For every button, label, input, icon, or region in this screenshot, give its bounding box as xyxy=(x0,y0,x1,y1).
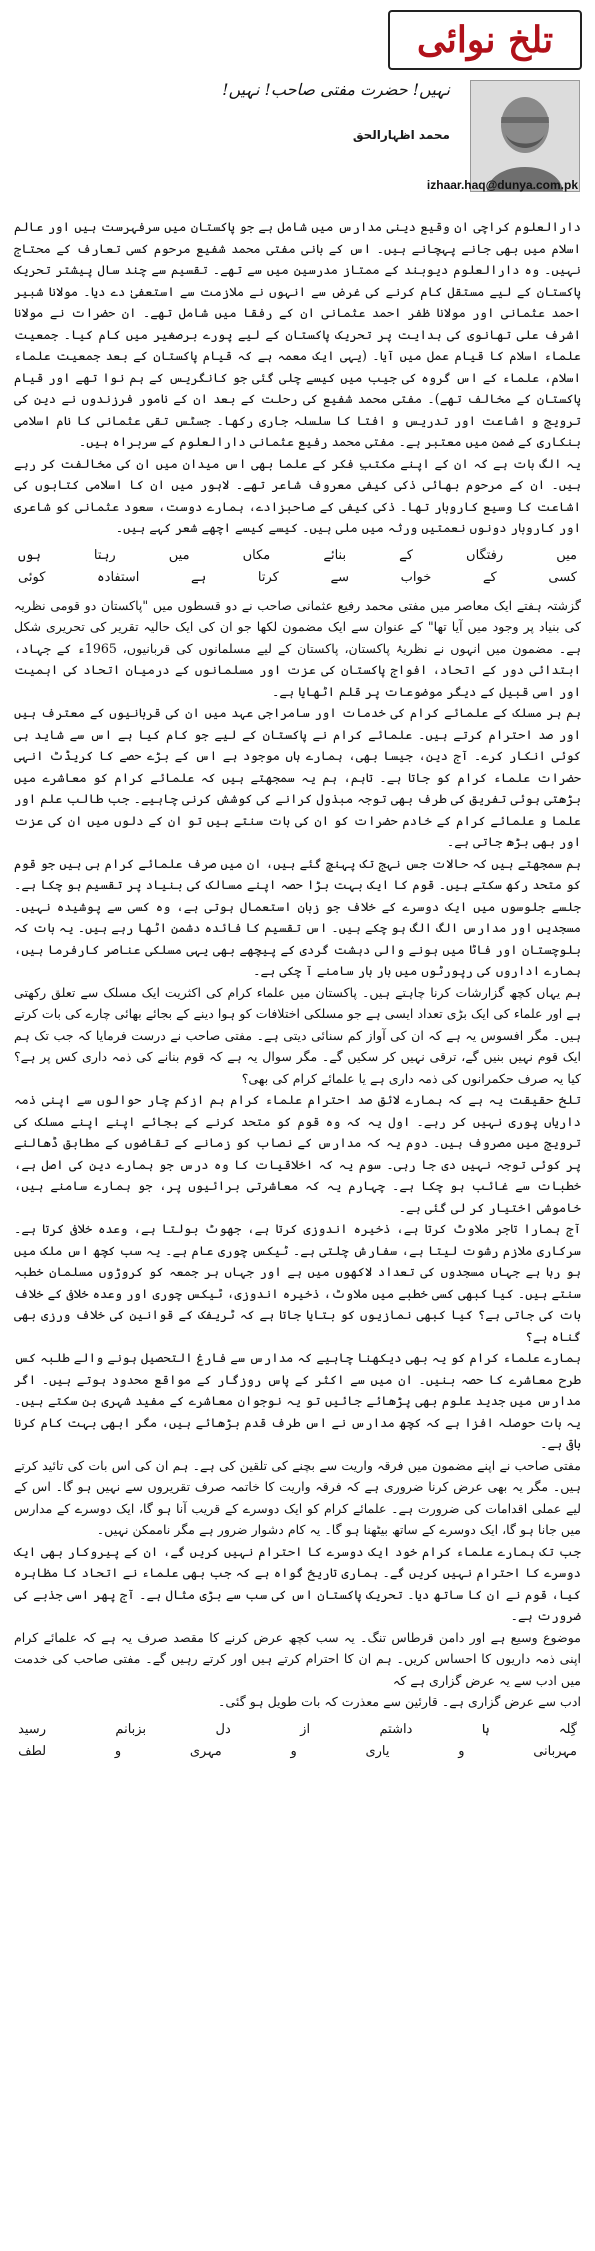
verse-word: مہربانی xyxy=(533,1743,577,1759)
column-logo xyxy=(388,10,582,70)
verse-word: دل xyxy=(215,1721,231,1737)
author-portrait xyxy=(470,80,580,192)
verse-word: بنائے xyxy=(323,547,347,563)
verse-word: ہوں xyxy=(18,547,41,563)
paragraph: جب تک ہمارے علماء کرام خود ایک دوسرے کا احترام نہیں کریں گے، ان کے پیروکار بھی ایک دوسرے کا احترام نہیں کریں گے۔ ہماری تاریخ گواہ ہے کہ جب بھی علماء نے اتحاد کا مظاہرہ کیا، قوم نے ان کا ساتھ دیا۔ تحریک پاکستان اس کی سب سے بڑی مثال ہے۔ آج پھر اسی جذبے کی ضرورت ہے۔ xyxy=(14,1543,581,1623)
verse-word: از xyxy=(300,1721,311,1737)
verse-word: استفادہ xyxy=(97,569,140,585)
paragraph: تلخ حقیقت یہ ہے کہ ہمارے لائق صد احترام علماء کرام ہم ازکم چار حوالوں سے اپنی ذمہ داریاں پوری نہیں کر رہے۔ اول یہ کہ وہ قوم کو متحد کرنے کے بجائے اپنے اپنے مسلک کی ترویج میں مصروف ہیں۔ دوم یہ کہ مدارس کے نصاب کو زمانے کے تقاضوں کے مطابق ڈھالنے پر کوئی توجہ نہیں دی جا رہی۔ سوم یہ کہ اخلاقیات کا وہ درس جو ہمارے دین کی اصل ہے، خطبات سے غائب ہو چکا ہے۔ چہارم یہ کہ معاشرتی برائیوں پر، جو ہمارے سامنے ہیں، خاموشی اختیار کر لی گئی ہے۔ xyxy=(14,1092,581,1215)
paragraph: ہم سمجھتے ہیں کہ حالات جس نہج تک پہنچ گئے ہیں، ان میں صرف علمائے کرام ہی ہیں جو قوم کو متحد رکھ سکتے ہیں۔ قوم کا ایک بہت بڑا حصہ اپنے مسالک کی بنیاد پر تقسیم ہو چکا ہے۔ جلسے جلوسوں میں ایک دوسرے کے خلاف جو زبان استعمال ہوتی ہے، وہ کسی سے پوشیدہ نہیں۔ مسجدیں اور مدارس الگ الگ ہو چکے ہیں۔ اس تقسیم کا فائدہ دشمن اٹھا رہے ہیں۔ یہ بات کہ بلوچستان اور فاٹا میں ہونے والی دہشت گردی کے پیچھے بھی یہی مسلکی عناصر کارفرما ہیں، ہمارے اداروں کی رپورٹوں میں بار بار سامنے آ چکی ہے۔ xyxy=(14,855,581,978)
paragraph: ہمارے علماء کرام کو یہ بھی دیکھنا چاہیے کہ مدارس سے فارغ التحصیل ہونے والے طلبہ کس طرح معاشرے کا حصہ بنیں۔ ان میں سے اکثر کے پاس روزگار کے مواقع محدود ہوتے ہیں۔ اگر مدارس میں جدید علوم بھی پڑھائے جائیں تو یہ نوجوان معاشرے کے مفید شہری بن سکتے ہیں۔ یہ بات حوصلہ افزا ہے کہ کچھ مدارس نے اس طرف قدم بڑھائے ہیں، مگر ابھی بہت کام کرنا باقی ہے۔ xyxy=(14,1350,581,1451)
verse-word: گِلہ xyxy=(558,1721,577,1737)
verse-word: ہے xyxy=(191,569,207,585)
verse-word: رفتگاں xyxy=(466,547,504,563)
verse-word: خواب xyxy=(400,569,432,585)
verse-word: یاری xyxy=(365,1743,390,1759)
verse-word: میں xyxy=(556,547,577,563)
verse-line xyxy=(14,1741,581,1763)
author-byline: محمد اظہارالحق xyxy=(352,128,450,142)
paragraph: مفتی صاحب نے اپنے مضمون میں فرقہ واریت سے بچنے کی تلقین کی ہے۔ ہم ان کی اس بات کی تائید کرتے ہیں۔ مگر یہ بھی عرض کرنا ضروری ہے کہ فرقہ واریت کا خاتمہ صرف تقریروں سے نہیں ہو گا۔ اس کے لیے عملی اقدامات کی ضرورت ہے۔ علمائے کرام کو ایک دوسرے کے قریب آنا ہو گا، ایک دوسرے کے مدارس میں جانا ہو گا، ایک دوسرے کے ساتھ بیٹھنا ہو گا۔ یہ کام دشوار ضرور ہے مگر ناممکن نہیں۔ xyxy=(14,1457,581,1537)
verse-word: میں xyxy=(168,547,190,563)
paragraph: دارالعلوم کراچی ان وقیع دینی مدارس میں شامل ہے جو پاکستان میں سرفہرست ہیں اور عالم اسلام میں بھی جانے پہچانے ہیں۔ اس کے بانی مفتی محمد شفیع مرحوم کسی تعارف کے محتاج نہیں۔ وہ دارالعلوم دیوبند کے ممتاز مدرسین میں سے تھے۔ تقسیم سے چند سال پیشتر تحریک پاکستان کے لیے مستقل کام کرنے کی غرض سے انہوں نے ملازمت سے استعفیٰ دے دیا۔ مولانا شبیر احمد عثمانی اور مولانا ظفر احمد عثمانی ان کے رفقا میں شامل تھے۔ ان حضرات نے مولانا اشرف علی تھانوی کی ہدایت پر تحریک پاکستان کے لیے پورے برصغیر میں کام کیا۔ جمعیت علماء اسلام کا قیام عمل میں آیا۔ (یہی ایک معمہ ہے کہ قیام پاکستان کے بعد جمعیت علماء اسلام، علماء کے اس گروہ کی جیب میں کیسے چلی گئی جو کانگریس کے ہم نوا تھے اور قیام پاکستان کے مخالف تھے)۔ مفتی محمد شفیع کی رحلت کے بعد ان کے نامور فرزندوں نے دین کی ترویج و اشاعت اور تدریس و افتا کا سلسلہ جاری رکھا۔ جسٹس تقی عثمانی کا نام اسلامی بنکاری کے ضمن میں معتبر ہے۔ مفتی محمد رفیع عثمانی دارالعلوم کے سربراہ ہیں۔ xyxy=(14,219,581,449)
verse-word: و xyxy=(458,1743,465,1759)
paragraph: موضوع وسیع ہے اور دامن قرطاس تنگ۔ یہ سب کچھ عرض کرنے کا مقصد صرف یہ ہے کہ علمائے کرام اپنی ذمہ داریوں کا احساس کریں۔ ہم ان کا احترام کرتے ہیں اور کرتے رہیں گے۔ مفتی صاحب کی خدمت میں ادب سے یہ عرض گزاری ہے کہ xyxy=(14,1629,581,1688)
paragraph: گزشتہ ہفتے ایک معاصر میں مفتی محمد رفیع عثمانی صاحب نے دو قسطوں میں "پاکستان دو قومی نظریہ کی بنیاد پر وجود میں آیا تھا" کے عنوان سے ایک مضمون لکھا جو ان کی ایک حالیہ تقریر کی تحریری شکل ہے۔ مضمون میں انہوں نے نظریۂ پاکستان، پاکستان کے لیے مسلمانوں کی قربانیوں، 1965ء کے جہاد، ابتدائی دور کے اتحاد، افواج پاکستان کی عزت اور مسلمانوں کے درمیان اتحاد کی اہمیت اور اسی قبیل کے دیگر موضوعات پر قلم اٹھایا ہے۔ xyxy=(14,597,581,699)
verse-word: سے xyxy=(330,569,350,585)
verse-line xyxy=(14,1719,581,1741)
masthead xyxy=(0,0,595,210)
verse-word: مکاں xyxy=(242,547,271,563)
paragraph: یہ الگ بات ہے کہ ان کے اپنے مکتبِ فکر کے علما بھی اس میدان میں ان کی مخالفت کر رہے ہیں۔ ان کے مرحوم بھائی ذکی کیفی معروف شاعر تھے۔ لاہور میں ان کا اسلامی کتابوں کی اشاعت کا وسیع کاروبار تھا۔ ذکی کیفی کے صاحبزادے، ہمارے دوست، سعود عثمانی کو شاعری اور کاروبار دونوں نعمتیں ورثہ میں ملی ہیں۔ کیسے کیسے اچھے شعر کہے ہیں۔ xyxy=(14,455,581,535)
paragraph: ادب سے عرض گزاری ہے۔ قارئین سے معذرت کہ بات طویل ہو گئی۔ xyxy=(218,1694,581,1709)
verse-word: کے xyxy=(399,547,413,563)
verse-couplet xyxy=(14,545,581,589)
verse-word: کسی xyxy=(548,569,577,585)
article-headline: نہیں! حضرت مفتی صاحب! نہیں! xyxy=(222,80,450,99)
verse-word: کوئی xyxy=(18,569,46,585)
verse-word: رہتا xyxy=(93,547,116,563)
paragraph: ہم یہاں کچھ گزارشات کرنا چاہتے ہیں۔ پاکستان میں علماء کرام کی اکثریت ایک مسلک سے تعلق رکھتی ہے اور علماء کی ایک بڑی تعداد ایسی ہے جو مسلکی اختلافات کو ہوا دینے کے بجائے بھائی چارے کی بات کرتے ہیں۔ مگر افسوس یہ ہے کہ ان کی آواز کم سنائی دیتی ہے۔ مفتی صاحب نے درست فرمایا کہ جب تک ہم ایک قوم نہیں بنیں گے، ترقی نہیں کر سکیں گے۔ مگر سوال یہ ہے کہ قوم بنانے کی ذمہ داری کس پر ہے؟ کیا یہ صرف حکمرانوں کی ذمہ داری ہے یا علمائے کرام کی بھی؟ xyxy=(14,984,581,1086)
paragraph: آج ہمارا تاجر ملاوٹ کرتا ہے، ذخیرہ اندوزی کرتا ہے، جھوٹ بولتا ہے، وعدہ خلافی کرتا ہے۔ سرکاری ملازم رشوت لیتا ہے، سفارش چلتی ہے۔ ٹیکس چوری عام ہے۔ یہ سب کچھ اس ملک میں ہو رہا ہے جہاں مسجدوں کی تعداد لاکھوں میں ہے اور جہاں ہر جمعہ کو کروڑوں مسلمان خطبہ سنتے ہیں۔ کیا کبھی کسی خطبے میں ملاوٹ، ذخیرہ اندوزی، ٹیکس چوری اور وعدہ خلافی کے خلاف بات کی جاتی ہے؟ کیا کبھی نمازیوں کو بتایا جاتا ہے کہ ٹریفک کے قوانین کی خلاف ورزی بھی گناہ ہے؟ xyxy=(14,1221,581,1344)
verse-word: کے xyxy=(482,569,497,585)
article-body xyxy=(14,216,581,1769)
paragraph: ہم ہر مسلک کے علمائے کرام کی خدمات اور سامراجی عہد میں ان کی قربانیوں کے معترف ہیں اور صد احترام کرتے ہیں۔ علمائے کرام نے پاکستان کے لیے جو کام کیا ہے اس سے شاید ہی کوئی انکار کرے۔ آج دین، جیسا بھی، ہمارے ہاں موجود ہے اس کے بڑے حصے کا کریڈٹ انہی حضرات علماء کرام کو جاتا ہے۔ تاہم، ہم یہ سمجھتے ہیں کہ علمائے کرام کو معاشرے میں بڑھتی ہوئی تفریق کی طرف بھی توجہ مبذول کرانے کی کوشش کرنی چاہیے۔ جب طالب علم اور علما و علمائے کرام کے خادم حضرات کو ان کی بات سنتے ہیں تو ان کے دلوں میں ان کی عزت اور بھی بڑھ جاتی ہے۔ xyxy=(14,705,581,849)
verse-word: ہا xyxy=(481,1721,490,1737)
verse-line xyxy=(14,567,581,589)
author-portrait-icon xyxy=(471,81,579,191)
verse-line xyxy=(14,545,581,567)
author-email[interactable]: izhaar.haq@dunya.com.pk xyxy=(426,178,578,192)
verse-word: و xyxy=(290,1743,297,1759)
verse-word: لطف xyxy=(18,1743,47,1759)
verse-word: داشتم xyxy=(379,1721,413,1737)
verse-word: مہری xyxy=(189,1743,222,1759)
verse-word: رسید xyxy=(18,1721,46,1737)
closing-verse xyxy=(14,1719,581,1763)
verse-word: کرتا xyxy=(257,569,279,585)
verse-word: بزبانم xyxy=(115,1721,147,1737)
column-logo-text: تلخ نوائی xyxy=(416,19,554,61)
verse-word: و xyxy=(114,1743,122,1759)
